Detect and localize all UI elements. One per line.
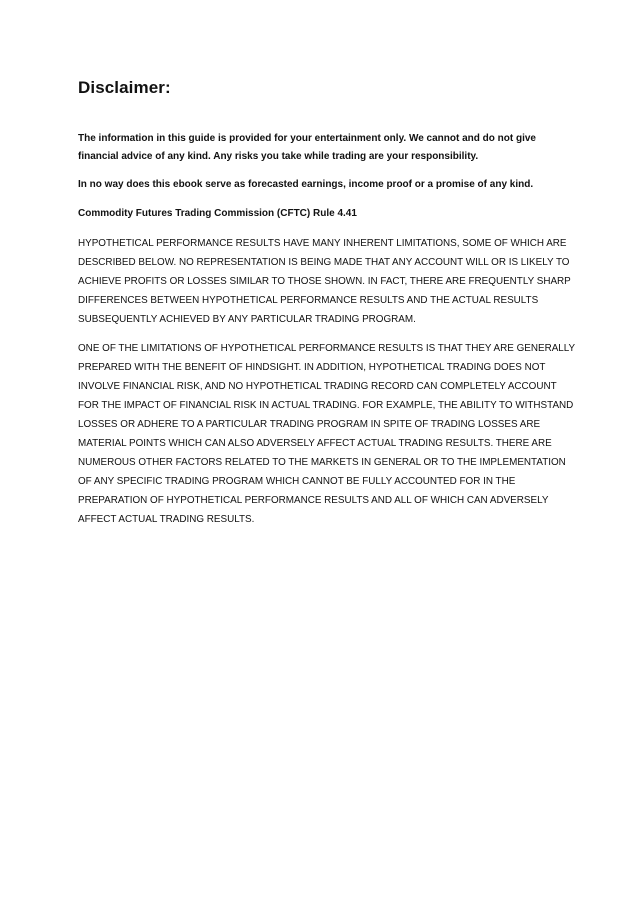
intro-paragraph: The information in this guide is provided for your entertainment only. We cannot and do not give financial advice of any kind. Any risks you take while trading are your responsibility.: [78, 133, 536, 162]
cftc-rule-heading: Commodity Futures Trading Commission (CFTC) Rule 4.41: [78, 208, 357, 219]
page-title: Disclaimer:: [78, 78, 171, 97]
rule-paragraph-2: ONE OF THE LIMITATIONS OF HYPOTHETICAL PERFORMANCE RESULTS IS THAT THEY ARE GENERALLY PREPARED WITH THE BENEFIT OF HINDSIGHT. IN ADDITION, HYPOTHETICAL TRADING DOES NOT INVOLVE FINANCIAL RISK, AND NO HYPOTHETICAL TRADING RECORD CAN COMPLETELY ACCOUNT FOR THE IMPACT OF FINANCIAL RISK IN ACTUAL TRADING. FOR EXAMPLE, THE ABILITY TO WITHSTAND LOSSES OR ADHERE TO A PARTICULAR TRADING PROGRAM IN SPITE OF TRADING LOSSES ARE MATERIAL POINTS WHICH CAN ALSO ADVERSELY AFFECT ACTUAL TRADING RESULTS. THERE ARE NUMEROUS OTHER FACTORS RELATED TO THE MARKETS IN GENERAL OR TO THE IMPLEMENTATION OF ANY SPECIFIC TRADING PROGRAM WHICH CANNOT BE FULLY ACCOUNTED FOR IN THE PREPARATION OF HYPOTHETICAL PERFORMANCE RESULTS AND ALL OF WHICH CAN ADVERSELY AFFECT ACTUAL TRADING RESULTS.: [78, 343, 575, 525]
rule-paragraph-1: HYPOTHETICAL PERFORMANCE RESULTS HAVE MANY INHERENT LIMITATIONS, SOME OF WHICH ARE DESCRIBED BELOW. NO REPRESENTATION IS BEING MADE THAT ANY ACCOUNT WILL OR IS LIKELY TO ACHIEVE PROFITS OR LOSSES SIMILAR TO THOSE SHOWN. IN FACT, THERE ARE FREQUENTLY SHARP DIFFERENCES BETWEEN HYPOTHETICAL PERFORMANCE RESULTS AND THE ACTUAL RESULTS SUBSEQUENTLY ACHIEVED BY ANY PARTICULAR TRADING PROGRAM.: [78, 238, 571, 325]
no-promise-paragraph: In no way does this ebook serve as forecasted earnings, income proof or a promise of any kind.: [78, 179, 534, 190]
document-page: [78, 78, 578, 529]
